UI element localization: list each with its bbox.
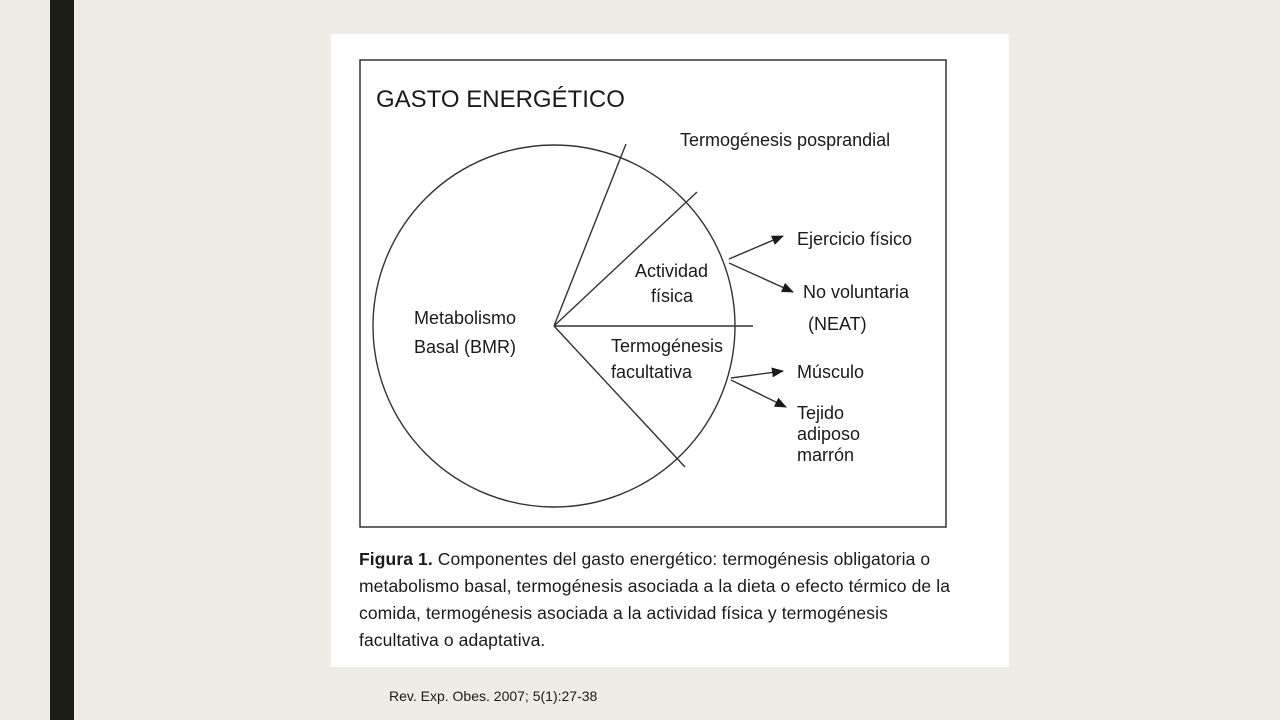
label-facultative-line2: facultativa xyxy=(611,362,693,382)
caption-label: Figura 1. xyxy=(359,549,433,569)
figure-panel xyxy=(331,34,1009,667)
label-activity-line1: Actividad xyxy=(635,261,709,281)
label-muscle: Músculo xyxy=(797,362,865,382)
label-non-voluntary: No voluntaria xyxy=(803,282,910,302)
source-citation: Rev. Exp. Obes. 2007; 5(1):27-38 xyxy=(389,688,598,704)
label-brown-fat-line3: marrón xyxy=(797,445,855,465)
label-bmr-line2: Basal (BMR) xyxy=(414,337,517,357)
arrow-non-voluntary xyxy=(729,263,793,292)
label-activity-line2: física xyxy=(651,286,694,306)
divider-postprandial-start xyxy=(554,144,626,326)
energy-expenditure-diagram xyxy=(331,34,1009,534)
label-neat: (NEAT) xyxy=(808,314,867,334)
figure-caption xyxy=(359,546,969,654)
diagram-title: GASTO ENERGÉTICO xyxy=(376,86,625,113)
label-exercise: Ejercicio físico xyxy=(797,229,913,249)
label-bmr-line1: Metabolismo xyxy=(414,308,517,328)
arrow-exercise xyxy=(729,236,783,259)
label-brown-fat-line1: Tejido xyxy=(797,403,845,423)
caption-text: Componentes del gasto energético: termogénesis obligatoria o metabolismo basal, termogénesis asociada a la dieta o efecto térmico de la comida, termogénesis asociada a la actividad física y termogénesis facultativa o adaptativa. xyxy=(359,549,951,650)
label-brown-fat-line2: adiposo xyxy=(797,424,861,444)
arrow-brown-fat xyxy=(731,380,786,407)
arrow-muscle xyxy=(731,371,783,378)
label-postprandial: Termogénesis posprandial xyxy=(680,130,891,150)
slide-accent-bar xyxy=(50,0,74,720)
label-facultative-line1: Termogénesis xyxy=(611,336,724,356)
